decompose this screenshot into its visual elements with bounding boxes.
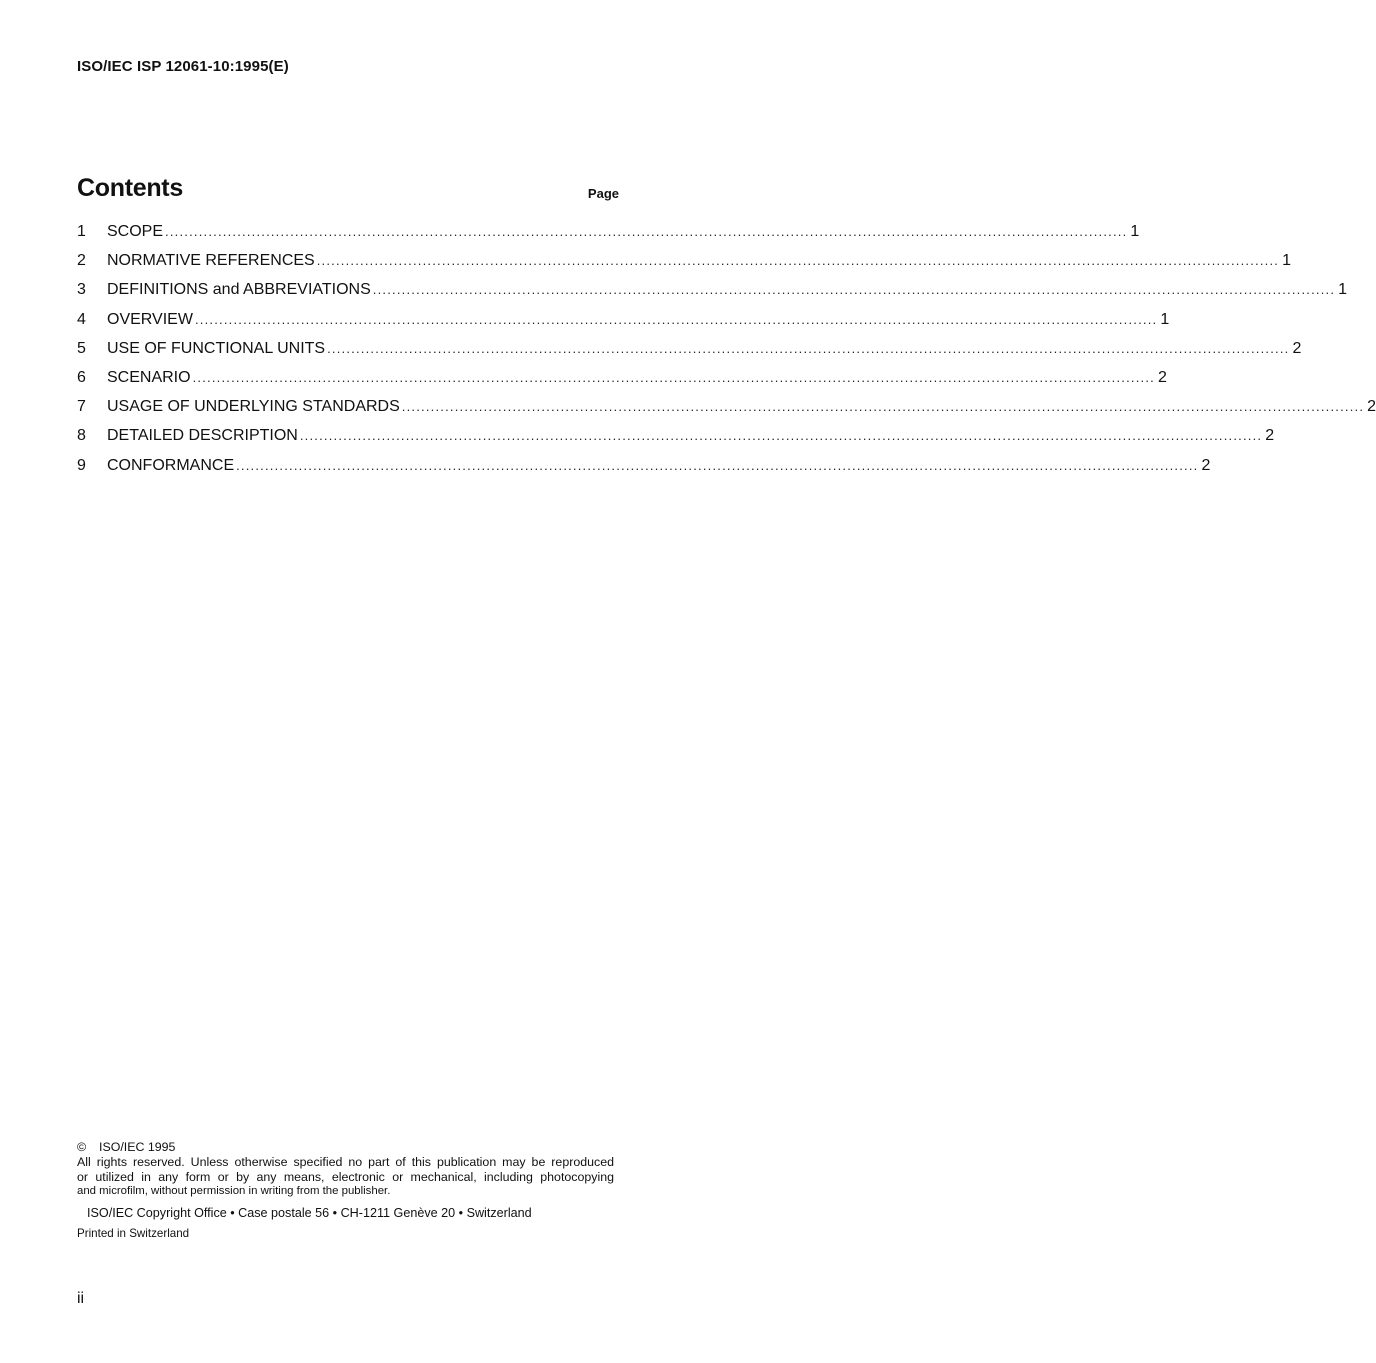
contents-title: Contents — [77, 174, 183, 202]
toc-entry-title: USAGE OF UNDERLYING STANDARDS — [107, 398, 400, 416]
toc-dot-leader: ........................................................................................................................................................................................................ — [192, 369, 1155, 385]
toc-entry[interactable] — [77, 223, 1140, 252]
toc-entry-page: 2 — [1367, 398, 1376, 416]
toc-entry-page: 1 — [1338, 281, 1348, 299]
page-column-label: Page — [587, 186, 619, 201]
toc-dot-leader: ........................................................................................................................................................................................................ — [401, 399, 1365, 415]
toc-dot-leader: ........................................................................................................................................................................................................ — [299, 428, 1263, 444]
toc-entry-title: OVERVIEW — [107, 310, 193, 328]
toc-entry[interactable] — [77, 456, 1211, 486]
toc-entry-title: DETAILED DESCRIPTION — [107, 427, 298, 445]
toc-entry[interactable] — [77, 252, 1292, 281]
toc-entry-number: 1 — [77, 223, 86, 240]
toc-dot-leader: ........................................................................................................................................................................................................ — [165, 224, 1128, 239]
rights-statement-line: All rights reserved. Unless otherwise specified no part of this publication may be reproduced — [77, 1154, 614, 1169]
toc-entry-number: 2 — [77, 252, 86, 270]
toc-entry-number: 3 — [77, 281, 86, 299]
copyright-holder: ISO/IEC 1995 — [99, 1140, 176, 1154]
printed-in-note: Printed in Switzerland — [77, 1226, 190, 1240]
toc-entry[interactable] — [77, 339, 1302, 369]
toc-dot-leader: ........................................................................................................................................................................................................ — [327, 340, 1290, 356]
toc-entry-page: 1 — [1130, 223, 1140, 240]
page-number: ii — [77, 1290, 85, 1307]
toc-entry-title: NORMATIVE REFERENCES — [107, 252, 315, 270]
toc-entry[interactable] — [77, 281, 1348, 310]
toc-entry-page: 2 — [1157, 368, 1167, 386]
toc-dot-leader: ........................................................................................................................................................................................................ — [316, 253, 1280, 269]
toc-entry-number: 9 — [77, 456, 86, 474]
toc-entry[interactable] — [77, 310, 1170, 340]
toc-entry-page: 1 — [1282, 252, 1292, 270]
rights-statement-line: and microfilm, without permission in writing from the publisher. — [77, 1185, 391, 1198]
toc-entry[interactable] — [77, 368, 1167, 398]
toc-entry[interactable] — [77, 427, 1275, 456]
document-identifier: ISO/IEC ISP 12061-10:1995(E) — [77, 58, 289, 75]
toc-entry-title: USE OF FUNCTIONAL UNITS — [107, 339, 326, 357]
toc-entry-title: SCENARIO — [107, 368, 191, 386]
toc-dot-leader: ........................................................................................................................................................................................................ — [236, 457, 1199, 473]
rights-statement-line: or utilized in any form or by any means, electronic or mechanical, including photocopying — [77, 1169, 614, 1184]
toc-entry-number: 6 — [77, 368, 86, 386]
toc-entry-page: 2 — [1201, 456, 1211, 474]
toc-entry-title: DEFINITIONS and ABBREVIATIONS — [107, 281, 371, 299]
contents-header — [77, 174, 619, 208]
copyright-office-address: ISO/IEC Copyright Office • Case postale 56 • CH-1211 Genève 20 • Switzerland — [87, 1206, 532, 1221]
toc-entry-number: 4 — [77, 310, 86, 328]
toc-entry-page: 1 — [1160, 310, 1170, 328]
toc-dot-leader: ........................................................................................................................................................................................................ — [372, 282, 1336, 298]
toc-entry-page: 2 — [1292, 339, 1302, 357]
toc-entry-title: SCOPE — [107, 223, 164, 240]
copyright-icon: © — [77, 1140, 87, 1154]
toc-entry-page: 2 — [1265, 427, 1275, 445]
toc-dot-leader: ........................................................................................................................................................................................................ — [194, 311, 1158, 327]
toc-entry-number: 7 — [77, 398, 86, 416]
toc-entry-number: 5 — [77, 339, 86, 357]
toc-entry-number: 8 — [77, 427, 86, 445]
toc-entry-title: CONFORMANCE — [107, 456, 235, 474]
toc-entry[interactable] — [77, 398, 1376, 427]
copyright-notice — [77, 1140, 614, 1242]
table-of-contents — [77, 223, 1376, 486]
copyright-line — [77, 1140, 614, 1155]
